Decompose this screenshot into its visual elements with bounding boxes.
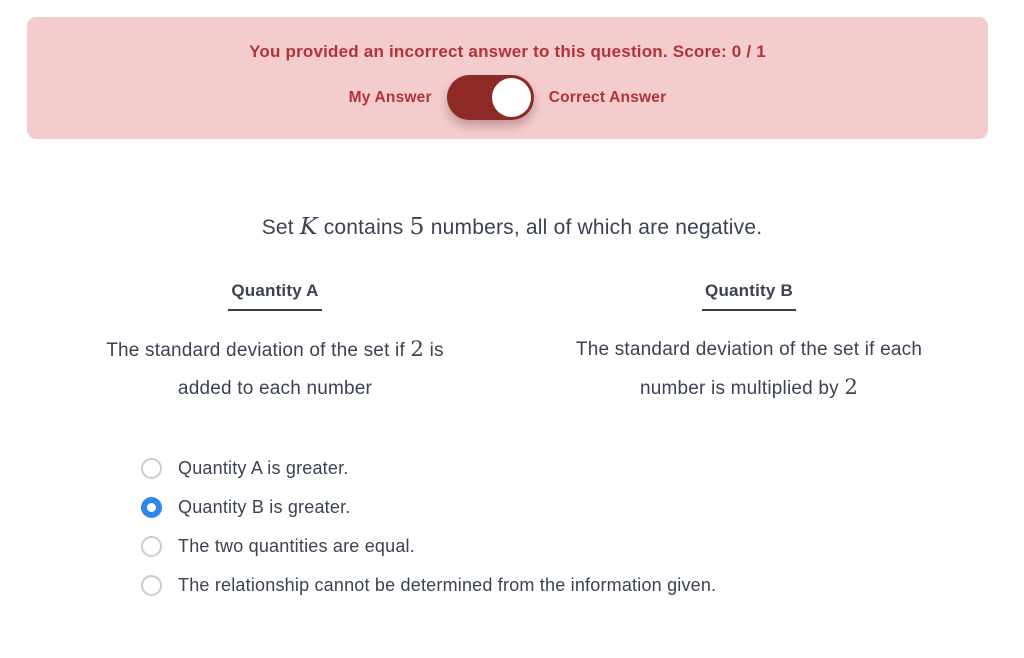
option-label: Quantity B is greater. [178,496,351,517]
result-banner [27,17,988,139]
prompt-text: contains [317,216,410,239]
answer-view-toggle[interactable] [447,75,534,120]
quantity-b-text: The standard deviation of the set if each number is multiplied by 2 [575,339,923,400]
option-quantity-b-greater[interactable] [141,495,1024,519]
correct-answer-label: Correct Answer [548,88,667,106]
quantity-b-header: Quantity B [702,281,796,311]
prompt-text: numbers, all of which are negative. [424,216,763,239]
quantity-b-column [512,281,986,408]
radio-unselected-icon[interactable] [141,458,162,479]
toggle-knob-icon [492,78,531,117]
quantity-comparison [38,281,986,408]
math-count: 5 [409,212,425,240]
radio-unselected-icon[interactable] [141,575,162,596]
option-quantity-a-greater[interactable] [141,456,1024,480]
option-label: The two quantities are equal. [178,535,415,556]
question-prompt [0,212,1024,240]
answer-options [141,456,1024,597]
option-label: The relationship cannot be determined from the information given. [178,574,717,595]
option-label: Quantity A is greater. [178,457,349,478]
option-cannot-determine[interactable] [141,573,1024,597]
answer-toggle-row [27,75,988,120]
quantity-a-column [38,281,512,408]
math-two: 2 [844,375,859,400]
radio-selected-icon[interactable] [141,497,162,518]
math-set-variable: K [299,212,318,240]
math-two: 2 [410,337,425,362]
quantity-a-text: The standard deviation of the set if 2 is added to each number [106,337,444,399]
option-quantities-equal[interactable] [141,534,1024,558]
quantity-a-header: Quantity A [228,281,321,311]
my-answer-label: My Answer [348,88,432,106]
prompt-text: Set [261,216,300,239]
result-message: You provided an incorrect answer to this question. Score: 0 / 1 [249,42,766,61]
radio-unselected-icon[interactable] [141,536,162,557]
